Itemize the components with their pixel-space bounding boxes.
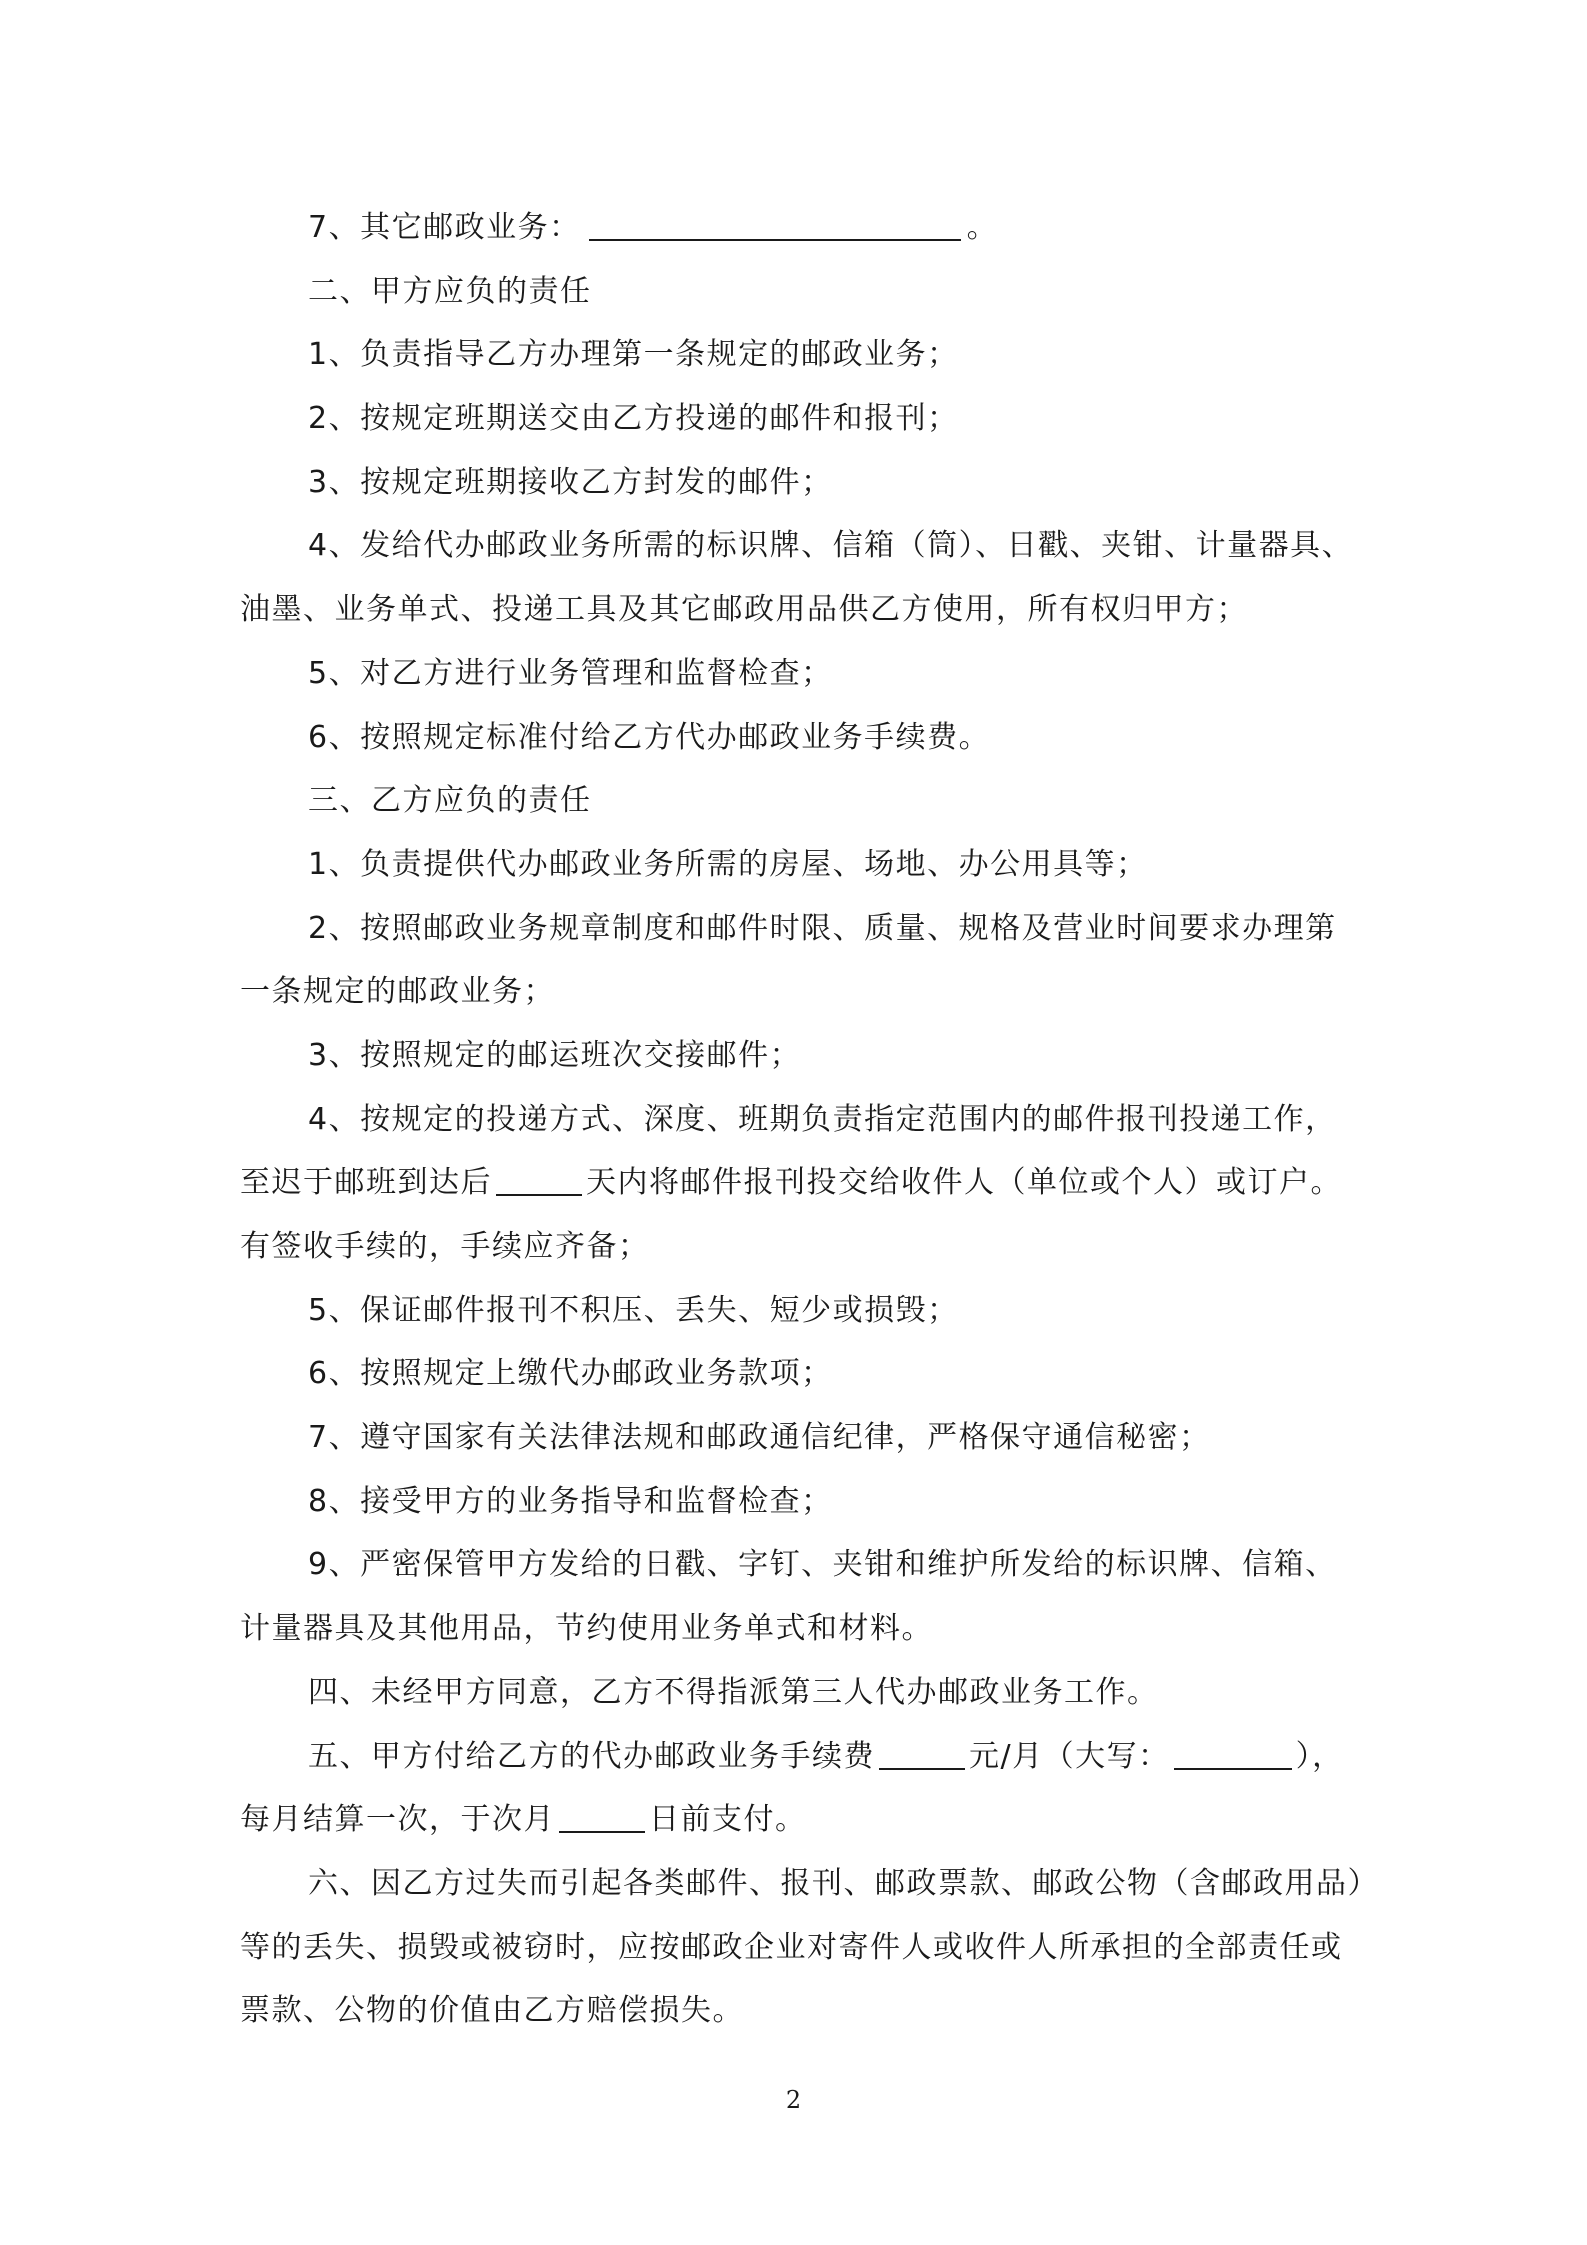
section-heading-2: 二、甲方应负的责任 <box>308 273 592 309</box>
clause-line: 票款、公物的价值由乙方赔偿损失。 <box>240 1993 744 2029</box>
clause-item-7 <box>240 196 1360 260</box>
clause-text: 日前支付。 <box>649 1802 807 1838</box>
fee-in-words-blank[interactable] <box>1174 1734 1292 1770</box>
clause-line: 3、按照规定的邮运班次交接邮件； <box>308 1037 802 1073</box>
clause-text: ）， <box>1295 1738 1344 1774</box>
clause-line: 4、按规定的投递方式、深度、班期负责指定范围内的邮件报刊投递工作， <box>308 1101 1337 1137</box>
clause-text: 至迟于邮班到达后 <box>240 1165 492 1201</box>
clause-line: 5、保证邮件报刊不积压、丢失、短少或损毁； <box>308 1292 959 1328</box>
clause-line: 5、对乙方进行业务管理和监督检查； <box>308 655 833 691</box>
clause-line: 8、接受甲方的业务指导和监督检查； <box>308 1483 833 1519</box>
clause-line <box>240 1151 1360 1215</box>
fill-in-blank[interactable] <box>589 205 961 241</box>
clause-line: 2、按照邮政业务规章制度和邮件时限、质量、规格及营业时间要求办理第 <box>308 910 1337 946</box>
clause-line <box>240 1788 1360 1852</box>
clause-text: 7、其它邮政业务： <box>308 210 581 245</box>
clause-text: 每月结算一次，于次月 <box>240 1802 555 1838</box>
clause-line: 1、负责提供代办邮政业务所需的房屋、场地、办公用具等； <box>308 846 1148 882</box>
clause-line: 6、按照规定上缴代办邮政业务款项； <box>308 1356 833 1392</box>
clause-line: 有签收手续的，手续应齐备； <box>240 1229 650 1264</box>
fee-amount-blank[interactable] <box>879 1734 965 1770</box>
days-blank[interactable] <box>496 1160 582 1196</box>
clause-line: 4、发给代办邮政业务所需的标识牌、信箱（筒）、日戳、夹钳、计量器具、 <box>308 528 1354 564</box>
clause-line: 油墨、业务单式、投递工具及其它邮政用品供乙方使用，所有权归甲方； <box>240 592 1248 628</box>
section-4: 四、未经甲方同意，乙方不得指派第三人代办邮政业务工作。 <box>308 1674 1159 1710</box>
clause-text: 五、甲方付给乙方的代办邮政业务手续费 <box>308 1738 875 1774</box>
section-5 <box>240 1725 1360 1789</box>
clause-line: 7、遵守国家有关法律法规和邮政通信纪律，严格保守通信秘密； <box>308 1420 1211 1456</box>
clause-line: 一条规定的邮政业务； <box>240 974 555 1010</box>
payment-day-blank[interactable] <box>559 1797 645 1833</box>
section-6: 六、因乙方过失而引起各类邮件、报刊、邮政票款、邮政公物（含邮政用品） <box>308 1865 1379 1901</box>
clause-line: 6、按照规定标准付给乙方代办邮政业务手续费。 <box>308 719 991 755</box>
clause-text: 天内将邮件报刊投交给收件人（单位或个人）或订户。 <box>586 1165 1342 1201</box>
clause-line: 3、按规定班期接收乙方封发的邮件； <box>308 464 833 500</box>
clause-line: 等的丢失、损毁或被窃时，应按邮政企业对寄件人或收件人所承担的全部责任或 <box>240 1929 1343 1965</box>
clause-text: 元/月（大写： <box>969 1738 1170 1774</box>
clause-text: 。 <box>966 210 999 245</box>
document-body <box>240 196 1379 2043</box>
clause-line: 计量器具及其他用品，节约使用业务单式和材料。 <box>240 1611 933 1647</box>
clause-line: 1、负责指导乙方办理第一条规定的邮政业务； <box>308 337 959 373</box>
clause-line: 9、严密保管甲方发给的日戳、字钉、夹钳和维护所发给的标识牌、信箱、 <box>308 1547 1337 1583</box>
page-number: 2 <box>785 2086 802 2114</box>
section-heading-3: 三、乙方应负的责任 <box>308 783 592 819</box>
clause-line: 2、按规定班期送交由乙方投递的邮件和报刊； <box>308 401 959 437</box>
